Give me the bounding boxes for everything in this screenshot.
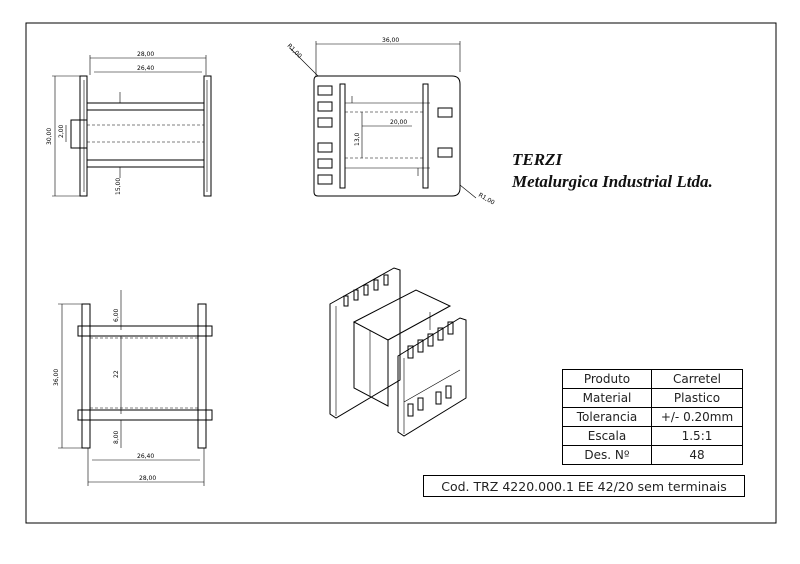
dim-middle: 22 (113, 370, 120, 378)
dim-height: 30,00 (46, 127, 53, 145)
part-code: Cod. TRZ 4220.000.1 EE 42/20 sem terminais (423, 475, 745, 497)
dim-bottom-overall-width: 28,00 (139, 475, 157, 482)
dim-side-width: 36,00 (382, 37, 400, 44)
view-bottom-left (53, 290, 212, 486)
title-label: Tolerancia (563, 408, 652, 427)
title-value: Plastico (652, 389, 743, 408)
title-row (563, 446, 743, 465)
dim-slot: 2,00 (58, 124, 65, 138)
title-value: Carretel (652, 370, 743, 389)
dim-flange: 15,00 (115, 177, 122, 195)
title-label: Material (563, 389, 652, 408)
view-isometric (330, 268, 466, 436)
dim-top-offset: 6,00 (113, 308, 120, 322)
view-top-left (46, 51, 211, 196)
title-label: Escala (563, 427, 652, 446)
dim-overall-width: 28,00 (137, 51, 155, 58)
title-label: Des. Nº (563, 446, 652, 465)
dim-bottom-inner-width: 26,40 (137, 453, 155, 460)
dim-bottom-offset: 8,00 (113, 430, 120, 444)
title-value: 48 (652, 446, 743, 465)
title-value: +/- 0.20mm (652, 408, 743, 427)
company-name: TERZI (512, 150, 563, 169)
dim-inner-width-side: 20,00 (390, 119, 408, 126)
title-row (563, 389, 743, 408)
title-row (563, 370, 743, 389)
dim-radius-top: R1,00 (285, 42, 303, 60)
title-row (563, 408, 743, 427)
dim-inner-height-side: 13,0 (354, 132, 361, 146)
dim-radius-bottom: R1,00 (477, 191, 496, 207)
company-subtitle: Metalurgica Industrial Ltda. (512, 172, 713, 191)
dim-bottom-height: 36,00 (53, 368, 60, 386)
title-value: 1.5:1 (652, 427, 743, 446)
title-row (563, 427, 743, 446)
title-block (562, 369, 743, 465)
view-top-right (286, 37, 496, 207)
title-label: Produto (563, 370, 652, 389)
dim-inner-width: 26,40 (137, 65, 155, 72)
